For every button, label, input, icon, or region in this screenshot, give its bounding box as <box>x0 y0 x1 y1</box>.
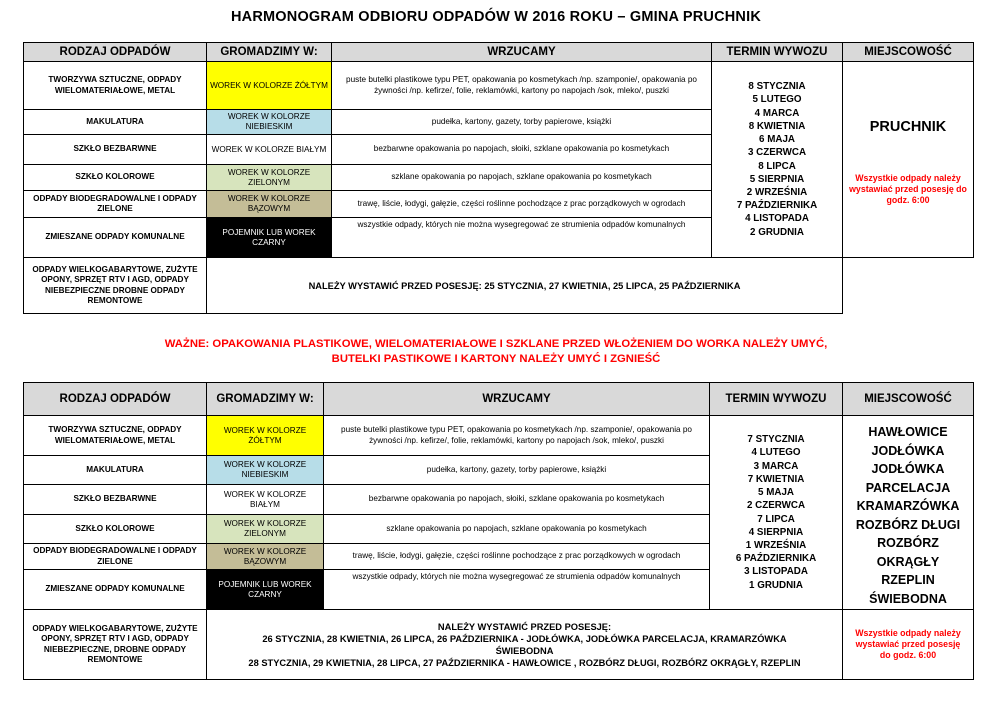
locality-name: ROZBÓRZ DŁUGI <box>855 517 961 532</box>
pickup-dates <box>710 416 843 610</box>
waste-type: ZMIESZANE ODPADY KOMUNALNE <box>24 218 207 258</box>
waste-type: ODPADY WIELKOGABARYTOWE, ZUŻYTE OPONY, SPRZĘT RTV I AGD, ODPADY NIEBEZPIECZNE DROBNE ODPADY REMONTOWE <box>24 258 207 314</box>
washing-warning <box>0 337 992 367</box>
locality-name: ŚWIEBODNA <box>869 591 947 606</box>
container-type: WOREK W KOLORZE ŻÓŁTYM <box>207 62 332 110</box>
waste-type: TWORZYWA SZTUCZNE, ODPADY WIELOMATERIAŁOWE, METAL <box>24 416 207 456</box>
pickup-date: 7 LIPCA <box>757 513 795 525</box>
header-rodzaj: RODZAJ ODPADÓW <box>24 43 207 62</box>
pickup-date: 4 SIERPNIA <box>748 526 804 538</box>
allowed-items: wszystkie odpady, których nie można wysegregować ze strumienia odpadów komunalnych <box>332 218 712 258</box>
waste-type: ODPADY BIODEGRADOWALNE I ODPADY ZIELONE <box>24 544 207 570</box>
header-wrzucamy: WRZUCAMY <box>332 43 712 62</box>
allowed-items: szklane opakowania po napojach, szklane opakowania po kosmetykach <box>324 515 710 544</box>
header-gromadzimy: GROMADZIMY W: <box>207 383 324 416</box>
container-type: WOREK W KOLORZE ZIELONYM <box>207 165 332 191</box>
waste-type: ODPADY BIODEGRADOWALNE I ODPADY ZIELONE <box>24 191 207 218</box>
pickup-dates <box>712 62 843 258</box>
pickup-date: 5 LUTEGO <box>752 94 802 106</box>
container-type: WOREK W KOLORZE NIEBIESKIM <box>207 110 332 135</box>
pickup-date: 6 MAJA <box>759 134 795 146</box>
container-type: WOREK W KOLORZE BĄZOWYM <box>207 544 324 570</box>
container-type: POJEMNIK LUB WOREK CZARNY <box>207 218 332 258</box>
allowed-items: puste butelki plastikowe typu PET, opakowania po kosmetykach /np. szamponie/, opakowania po żywności /np. kefirze/, folie, reklamówki, kartony po napojach /sok, mleko/, puszki <box>324 416 710 456</box>
page-title: HARMONOGRAM ODBIORU ODPADÓW W 2016 ROKU – GMINA PRUCHNIK <box>231 9 761 25</box>
large-waste-line: 28 STYCZNIA, 29 KWIETNIA, 28 LIPCA, 27 PAŹDZIERNIKA - HAWŁOWICE , ROZBÓRZ DŁUGI, ROZBÓRZ OKRĄGŁY, RZEPLIN <box>248 657 801 668</box>
pickup-date: 8 STYCZNIA <box>748 81 806 93</box>
pickup-date: 7 PAŹDZIERNIKA <box>736 200 818 212</box>
waste-type: SZKŁO KOLOROWE <box>24 165 207 191</box>
pickup-date: 4 LISTOPADA <box>745 213 809 225</box>
allowed-items: puste butelki plastikowe typu PET, opakowania po kosmetykach /np. szamponie/, opakowania po żywności /np. kefirze/, folie, reklamówki, kartony po napojach /sok, mleko/, puszki <box>332 62 712 110</box>
pickup-time-note: Wszystkie odpady należy wystawiać przed posesję do godz. 6:00 <box>849 173 967 205</box>
waste-type: MAKULATURA <box>24 456 207 485</box>
container-type: WOREK W KOLORZE ŻÓŁTYM <box>207 416 324 456</box>
schedule-table-pruchnik <box>23 42 974 314</box>
table-row <box>24 610 974 680</box>
waste-type: SZKŁO BEZBARWNE <box>24 485 207 515</box>
header-miejscowosc: MIEJSCOWOŚĆ <box>843 383 974 416</box>
pickup-date: 5 MAJA <box>758 487 794 499</box>
allowed-items: bezbarwne opakowania po napojach, słoiki, szklane opakowania po kosmetykach <box>324 485 710 515</box>
container-type: WOREK W KOLORZE BIAŁYM <box>207 485 324 515</box>
container-type: WOREK W KOLORZE BĄZOWYM <box>207 191 332 218</box>
locality-cell <box>843 62 974 258</box>
allowed-items: trawę, liście, łodygi, gałęzie, części roślinne pochodzące z prac porządkowych w ogrodach <box>332 191 712 218</box>
locality-name: PRUCHNIK <box>869 119 947 135</box>
pickup-date: 5 SIERPNIA <box>749 173 805 185</box>
large-waste-header: NALEŻY WYSTAWIĆ PRZED POSESJĘ: <box>437 621 612 632</box>
large-waste-dates <box>207 610 843 680</box>
pickup-date: 6 PAŹDZIERNIKA <box>735 553 817 565</box>
locality-name: JODŁÓWKA PARCELACJA <box>865 462 951 495</box>
pickup-date: 8 KWIETNIA <box>748 120 806 132</box>
pickup-date: 1 WRZEŚNIA <box>745 539 807 551</box>
locality-name: ROZBÓRZ OKRĄGŁY <box>876 536 940 569</box>
allowed-items: wszystkie odpady, których nie można wysegregować ze strumienia odpadów komunalnych <box>324 570 710 610</box>
container-type: POJEMNIK LUB WOREK CZARNY <box>207 570 324 610</box>
large-waste-line: 26 STYCZNIA, 28 KWIETNIA, 26 LIPCA, 26 PAŹDZIERNIKA - JODŁÓWKA, JODŁÓWKA PARCELACJA, KRAMARZÓWKA <box>262 633 787 644</box>
header-termin: TERMIN WYWOZU <box>712 43 843 62</box>
large-waste-line: ŚWIEBODNA <box>495 645 554 656</box>
pickup-date: 4 MARCA <box>754 107 800 119</box>
pickup-date: 2 WRZEŚNIA <box>746 186 808 198</box>
locality-cell <box>843 416 974 610</box>
pickup-date: 8 LIPCA <box>758 160 796 172</box>
locality-name: HAWŁOWICE <box>868 425 948 439</box>
pickup-date: 7 KWIETNIA <box>747 473 805 485</box>
waste-type: ZMIESZANE ODPADY KOMUNALNE <box>24 570 207 610</box>
schedule-table-villages <box>23 382 974 680</box>
table-row <box>24 258 974 314</box>
pickup-date: 3 LISTOPADA <box>744 566 808 578</box>
warning-line: WAŻNE: OPAKOWANIA PLASTIKOWE, WIELOMATERIAŁOWE I SZKLANE PRZED WŁOŻENIEM DO WORKA NALEŻY UMYĆ, <box>164 338 828 350</box>
header-gromadzimy: GROMADZIMY W: <box>207 43 332 62</box>
header-rodzaj: RODZAJ ODPADÓW <box>24 383 207 416</box>
pickup-date: 3 MARCA <box>753 460 799 472</box>
allowed-items: pudełka, kartony, gazety, torby papierowe, książki <box>332 110 712 135</box>
table-row <box>24 62 974 110</box>
locality-name: KRAMARZÓWKA <box>856 499 960 513</box>
waste-type: SZKŁO KOLOROWE <box>24 515 207 544</box>
header-termin: TERMIN WYWOZU <box>710 383 843 416</box>
allowed-items: trawę, liście, łodygi, gałęzie, części roślinne pochodzące z prac porządkowych w ogrodach <box>324 544 710 570</box>
container-type: WOREK W KOLORZE NIEBIESKIM <box>207 456 324 485</box>
waste-type: TWORZYWA SZTUCZNE, ODPADY WIELOMATERIAŁOWE, METAL <box>24 62 207 110</box>
pickup-date: 4 LUTEGO <box>751 447 801 459</box>
waste-type: ODPADY WIELKOGABARYTOWE, ZUŻYTE OPONY, SPRZĘT RTV I AGD, ODPADY NIEBEZPIECZNE, DROBNE ODPADY REMONTOWE <box>24 610 207 680</box>
table-row <box>24 416 974 456</box>
pickup-date: 3 CZERWCA <box>747 147 807 159</box>
allowed-items: szklane opakowania po napojach, szklane opakowania po kosmetykach <box>332 165 712 191</box>
pickup-time-note: Wszystkie odpady należy wystawiać przed posesję do godz. 6:00 <box>843 610 974 680</box>
container-type: WOREK W KOLORZE BIAŁYM <box>207 135 332 165</box>
waste-type: MAKULATURA <box>24 110 207 135</box>
warning-line: BUTELKI PASTIKOWE I KARTONY NALEŻY UMYĆ I ZGNIEŚĆ <box>331 353 661 365</box>
allowed-items: bezbarwne opakowania po napojach, słoiki, szklane opakowania po kosmetykach <box>332 135 712 165</box>
waste-type: SZKŁO BEZBARWNE <box>24 135 207 165</box>
header-miejscowosc: MIEJSCOWOŚĆ <box>843 43 974 62</box>
locality-name: JODŁÓWKA <box>871 443 945 458</box>
pickup-date: 1 GRUDNIA <box>749 579 803 591</box>
large-waste-dates: NALEŻY WYSTAWIĆ PRZED POSESJĘ: 25 STYCZNIA, 27 KWIETNIA, 25 LIPCA, 25 PAŹDZIERNIKA <box>207 258 843 314</box>
header-wrzucamy: WRZUCAMY <box>324 383 710 416</box>
pickup-date: 2 CZERWCA <box>746 500 806 512</box>
pickup-date: 2 GRUDNIA <box>750 226 804 238</box>
locality-name: RZEPLIN <box>881 573 935 587</box>
allowed-items: pudełka, kartony, gazety, torby papierowe, książki <box>324 456 710 485</box>
container-type: WOREK W KOLORZE ZIELONYM <box>207 515 324 544</box>
pickup-date: 7 STYCZNIA <box>747 434 805 446</box>
